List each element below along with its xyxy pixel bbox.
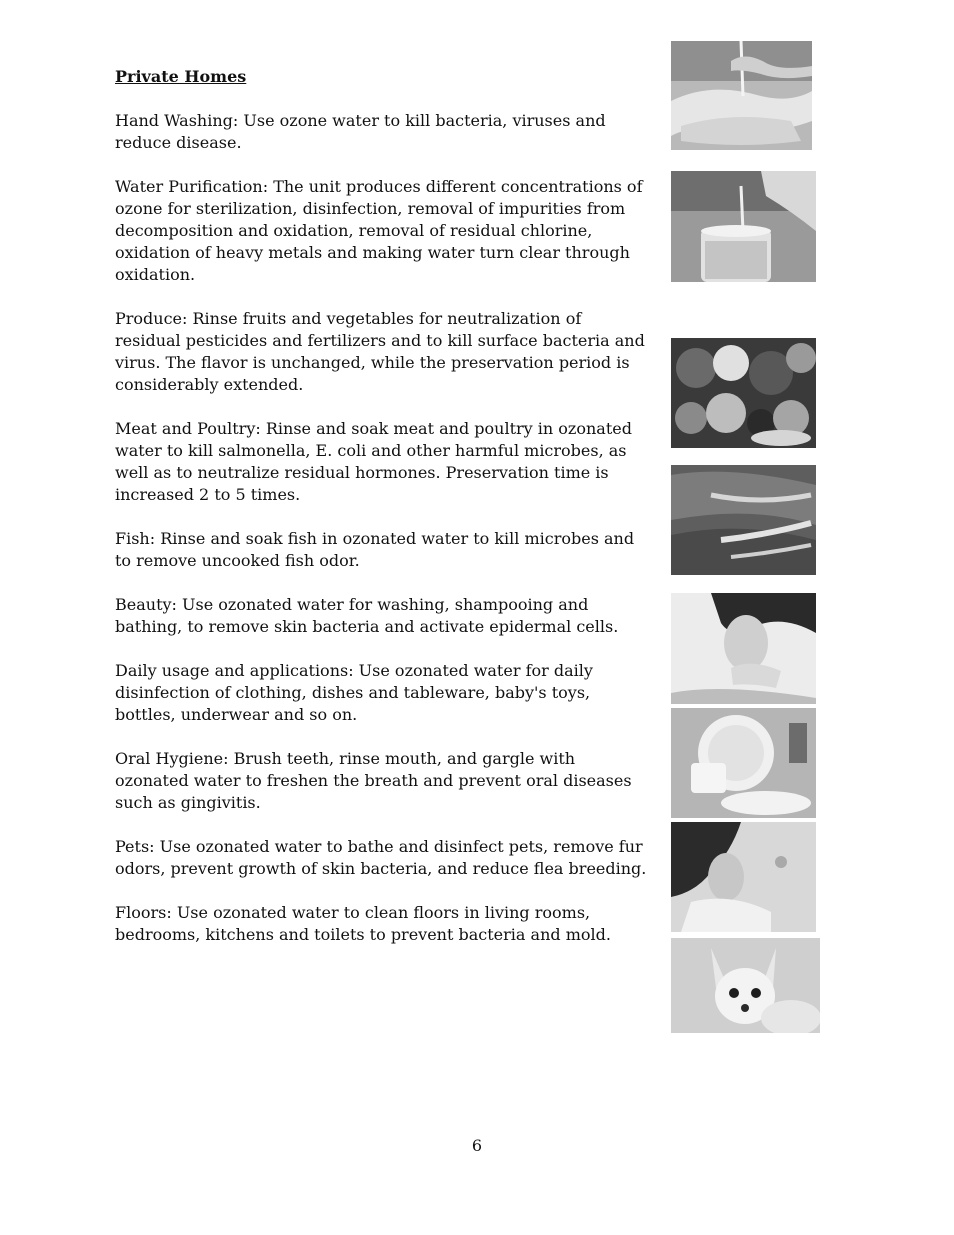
dishes-photo bbox=[671, 708, 816, 818]
main-text-column bbox=[115, 66, 650, 968]
paragraph-produce: Produce: Rinse fruits and vegetables for neutralization of residual pesticides and fertilizers and to kill surface bacteria and virus. The flavor is unchanged, while the preservation period is considerably extended. bbox=[115, 309, 645, 394]
paragraph-water-purification: Water Purification: The unit produces different concentrations of ozone for sterilization, disinfection, removal of impurities from decomposition and oxidation, removal of residual chlorine, oxidation of heavy metals and making water turn clear through oxidation. bbox=[115, 177, 643, 284]
page-number: 6 bbox=[471, 1136, 483, 1155]
oral-hygiene-photo bbox=[671, 822, 816, 932]
section-heading: Private Homes bbox=[115, 67, 247, 86]
paragraph-oral-hygiene: Oral Hygiene: Brush teeth, rinse mouth, and gargle with ozonated water to freshen the breath and prevent oral diseases such as gingivitis. bbox=[115, 749, 632, 812]
dog-photo bbox=[671, 938, 820, 1033]
meat-photo bbox=[671, 465, 816, 575]
water-pouring-photo bbox=[671, 171, 816, 282]
woman-washing-face-photo bbox=[671, 593, 816, 704]
paragraph-daily-usage: Daily usage and applications: Use ozonated water for daily disinfection of clothing, dishes and tableware, baby's toys, bottles, underwear and so on. bbox=[115, 661, 593, 724]
paragraph-hand-washing: Hand Washing: Use ozone water to kill bacteria, viruses and reduce disease. bbox=[115, 111, 606, 152]
paragraph-fish: Fish: Rinse and soak fish in ozonated water to kill microbes and to remove uncooked fish odor. bbox=[115, 529, 635, 570]
produce-photo bbox=[671, 338, 816, 448]
paragraph-floors: Floors: Use ozonated water to clean floors in living rooms, bedrooms, kitchens and toilets to prevent bacteria and mold. bbox=[115, 903, 611, 944]
hand-washing-photo bbox=[671, 41, 812, 150]
paragraph-meat-poultry: Meat and Poultry: Rinse and soak meat and poultry in ozonated water to kill salmonella, E. coli and other harmful microbes, as well as to neutralize residual hormones. Preservation time is increased 2 to 5 times. bbox=[115, 419, 632, 504]
paragraph-pets: Pets: Use ozonated water to bathe and disinfect pets, remove fur odors, prevent growth of skin bacteria, and reduce flea breeding. bbox=[115, 837, 647, 878]
paragraph-beauty: Beauty: Use ozonated water for washing, shampooing and bathing, to remove skin bacteria and activate epidermal cells. bbox=[115, 595, 619, 636]
